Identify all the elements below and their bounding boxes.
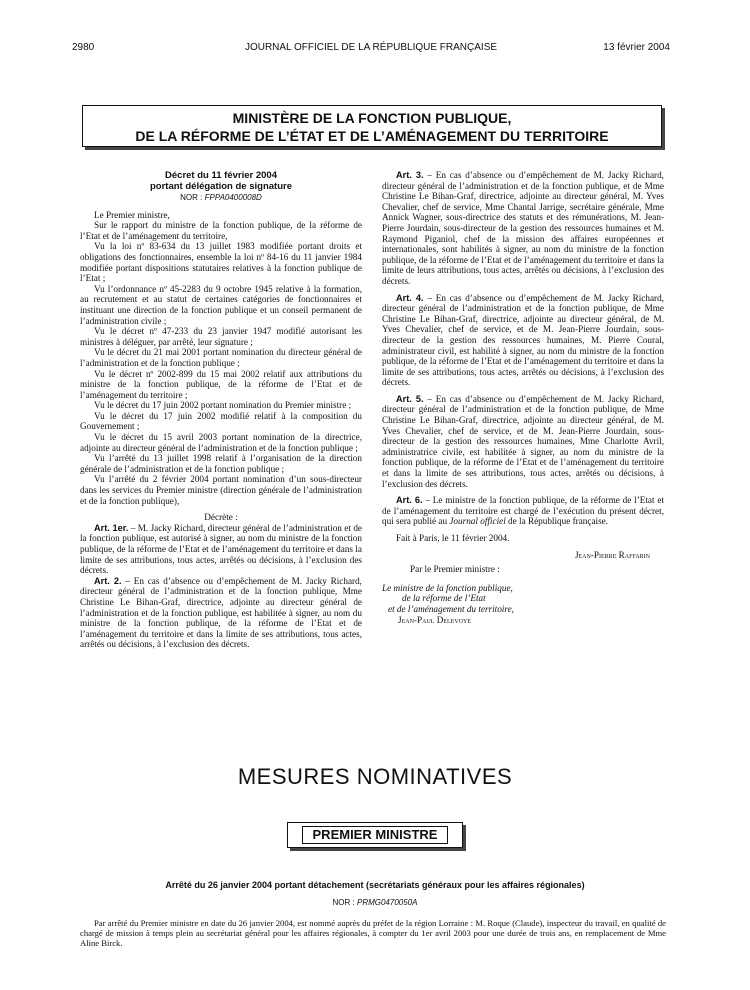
decree-nor [80,193,362,204]
article-4 [382,293,664,388]
ministry-heading-line1: MINISTÈRE DE LA FONCTION PUBLIQUE, [232,110,512,126]
article-4-label: Art. 4. [396,292,424,303]
journal-title: JOURNAL OFFICIEL DE LA RÉPUBLIQUE FRANÇAISE [244,42,498,53]
page-number: 2980 [72,42,95,53]
minister-title-line3: et de l’aménagement du territoire, [388,603,514,614]
journal-officiel-italic: Journal officiel [449,516,506,527]
visa-paragraph: Vu la loi nº 83-634 du 13 juillet 1983 modifiée portant droits et obligations des fonctionnaires, ensemble la loi nº 84-16 du 11 janvier 1984 modifiée portant dispositions statutaires relatives à la fonction publique de l’Etat ; [80,241,362,284]
article-4-text: – En cas d’absence ou d’empêchement de M. Jacky Richard, directeur général de l’administration et de la fonction publique, de Mme Christine Le Bihan-Graf, directrice, adjointe au directeur général, de M. Yves Chevalier, chef de service, et de M. Jean-Pierre Jourdain, sous-directeur de la gestion des ressources humaines, M. Pierre Coural, administrateur civil, est habilité à signer, au nom du ministre de la fonction publique, de la réforme de l’Etat et de l’aménagement du territoire et dans la limite de ses attributions, tous actes, arrêtés ou décisions, à l’exclusion des décrets. [382,292,664,388]
article-2-text: – En cas d’absence ou d’empêchement de M. Jacky Richard, directeur général de l’administration et de la fonction publique, Mme Christine Le Bihan-Graf, directrice, adjointe au directeur général de l’administration et de la fonction publique, est habilitée à signer, au nom du ministre de la fonction publique, de la réforme de l’Etat et de l’aménagement du territoire et dans la limite de ses attributions, tous actes, arrêtés ou décisions, à l’exclusion des décrets. [80,575,362,650]
section-title: MESURES NOMINATIVES [237,764,513,789]
par-le-premier-ministre: Par le Premier ministre : [410,564,500,575]
issue-date: 13 février 2004 [603,42,670,53]
visa-paragraph: Vu le décret du 15 avril 2003 portant nomination de la directrice, adjointe au directeur général de l’administration et de la fonction publique ; [80,432,362,453]
article-1 [80,523,362,576]
visa-paragraph: Vu l’arrêté du 2 février 2004 portant nomination d’un sous-directeur dans les services du Premier ministre (direction générale de l’administration et de la fonction publique), [80,474,362,506]
premier-ministre-label: PREMIER MINISTRE [302,826,449,844]
decrete-line: Décrète : [204,512,238,523]
article-3-text: – En cas d’absence ou d’empêchement de M. Jacky Richard, directeur général de l’administration et de la fonction publique, et de Mme Christine Le Bihan-Graf, directrice, adjointe au directeur général, M. Yves Chevalier, chef de service, Mme Chantal Jarrige, secrétaire générale, Mme Annick Wagner, sous-directrice des statuts et des rémunérations, M. Jean-Pierre Jourdain, sous-directeur de la gestion des ressources humaines et M. Raymond Piganiol, chef de la mission des affaires européennes et internationales, sont habilités à signer, au nom du ministre de la fonction publique, de la réforme de l’Etat et de l’aménagement du territoire et dans la limite de leurs attributions, tous actes, arrêtés ou décisions, à l’exclusion des décrets. [382,170,664,286]
visa-paragraph: Vu le décret nº 2002-899 du 15 mai 2002 relatif aux attributions du ministre de la fonction publique, de la réforme de l’Etat et de l’aménagement du territoire ; [80,368,362,400]
article-1-text: – M. Jacky Richard, directeur général de l’administration et de la fonction publique, est autorisé à signer, au nom du ministre de la fonction publique, de la réforme de l’Etat et de l’aménagement du territoire et dans la limite de ses attributions, tous actes, arrêtés ou décisions, à l’exclusion des décrets. [80,522,363,576]
decree-title-line1: Décret du 11 février 2004 [165,170,277,181]
article-5-text: – En cas d’absence ou d’empêchement de M. Jacky Richard, directeur général de l’administration et de la fonction publique, de Mme Christine Le Bihan-Graf, directrice, adjointe au directeur général, de M. Yves Chevalier, chef de service, et de M. Jean-Pierre Jourdain, sous-directeur de la gestion des ressources humaines, Mme Charlotte Avril, administratrice civile, est habilitée à signer, au nom du ministre de la fonction publique, de la réforme de l’Etat et de l’aménagement du territoire et dans la limite de ses attributions, tous actes, arrêtés ou décisions, à l’exclusion des décrets. [382,393,664,489]
visa-paragraph: Le Premier ministre, [94,209,170,220]
minister-title-line2: de la réforme de l’Etat [402,593,486,604]
visa-paragraph: Vu le décret nº 47-233 du 23 janvier 1947 modifié autorisant les ministres à déléguer, par arrêté, leur signature ; [80,326,362,347]
minister-name: Jean-Paul Delevoye [398,614,471,625]
article-6-text-b: de la République française. [505,516,609,527]
decree-title-line2: portant délégation de signature [150,181,292,192]
visa-paragraph: Vu le décret du 21 mai 2001 portant nomination du directeur général de l’administration et de la fonction publique ; [80,347,362,368]
right-column [382,170,664,625]
visa-paragraph: Sur le rapport du ministre de la fonction publique, de la réforme de l’Etat et de l’aménagement du territoire, [80,220,362,241]
signatory: Jean-Pierre Raffarin [574,549,650,560]
article-6-text-a: – Le ministre de la fonction publique, de la réforme de l’Etat et de l’aménagement du territoire est chargé de l’exécution du présent décret, qui sera publié au [382,495,664,527]
ministry-heading-box [82,105,662,147]
article-3-label: Art. 3. [396,170,424,180]
minister-title-line1: Le ministre de la fonction publique, [382,582,513,593]
arrete-nor-code: PRMG0470050A [356,898,418,907]
article-6-label: Art. 6. [396,495,423,506]
visa-paragraph: Vu le décret du 17 juin 2002 modifié relatif à la composition du Gouvernement ; [80,410,362,432]
article-5-label: Art. 5. [396,393,424,404]
decree-title [80,170,362,192]
arrete-title: Arrêté du 26 janvier 2004 portant détachement (secrétariats généraux pour les affaires régionales) [165,880,585,890]
fait-a-paris: Fait à Paris, le 11 février 2004. [396,533,510,543]
premier-ministre-box [287,822,463,848]
arrete-nor [0,898,750,907]
nor-code: FPPA0400008D [204,193,262,202]
article-5 [382,394,664,489]
visa-paragraph: Vu l’arrêté du 13 juillet 1998 relatif à l’organisation de la direction générale de l’administration et de la fonction publique ; [80,453,362,474]
visa-paragraph: Vu l’ordonnance nº 45-2283 du 9 octobre 1945 relative à la formation, au recrutement et au statut de certaines catégories de fonctionnaires et instituant une direction de la fonction publique et un conseil permanent de l’administration civile ; [80,283,362,326]
arrete-nor-label: NOR : [332,898,357,907]
article-2-label: Art. 2. [94,575,122,586]
nor-label: NOR : [180,193,205,202]
article-3 [382,170,664,287]
ministry-heading-line2: DE LA RÉFORME DE L’ÉTAT ET DE L’AMÉNAGEMENT DU TERRITOIRE [135,128,609,144]
left-column [80,170,362,650]
visa-paragraph: Vu le décret du 17 juin 2002 portant nomination du Premier ministre ; [94,400,352,411]
article-6 [382,495,664,527]
arrete-text: Par arrêté du Premier ministre en date du 26 janvier 2004, est nommé auprès du préfet de la région Lorraine : M. Roque (Claude), inspecteur du travail, en qualité de chargé de mission à temps plein au secrétariat général pour les affaires régionales, à compter du 1er avril 2003 pour une durée de trois ans, en remplacement de Mme Aline Birck. [80,918,666,948]
article-2 [80,576,362,650]
article-1-label: Art. 1er. [94,522,129,533]
